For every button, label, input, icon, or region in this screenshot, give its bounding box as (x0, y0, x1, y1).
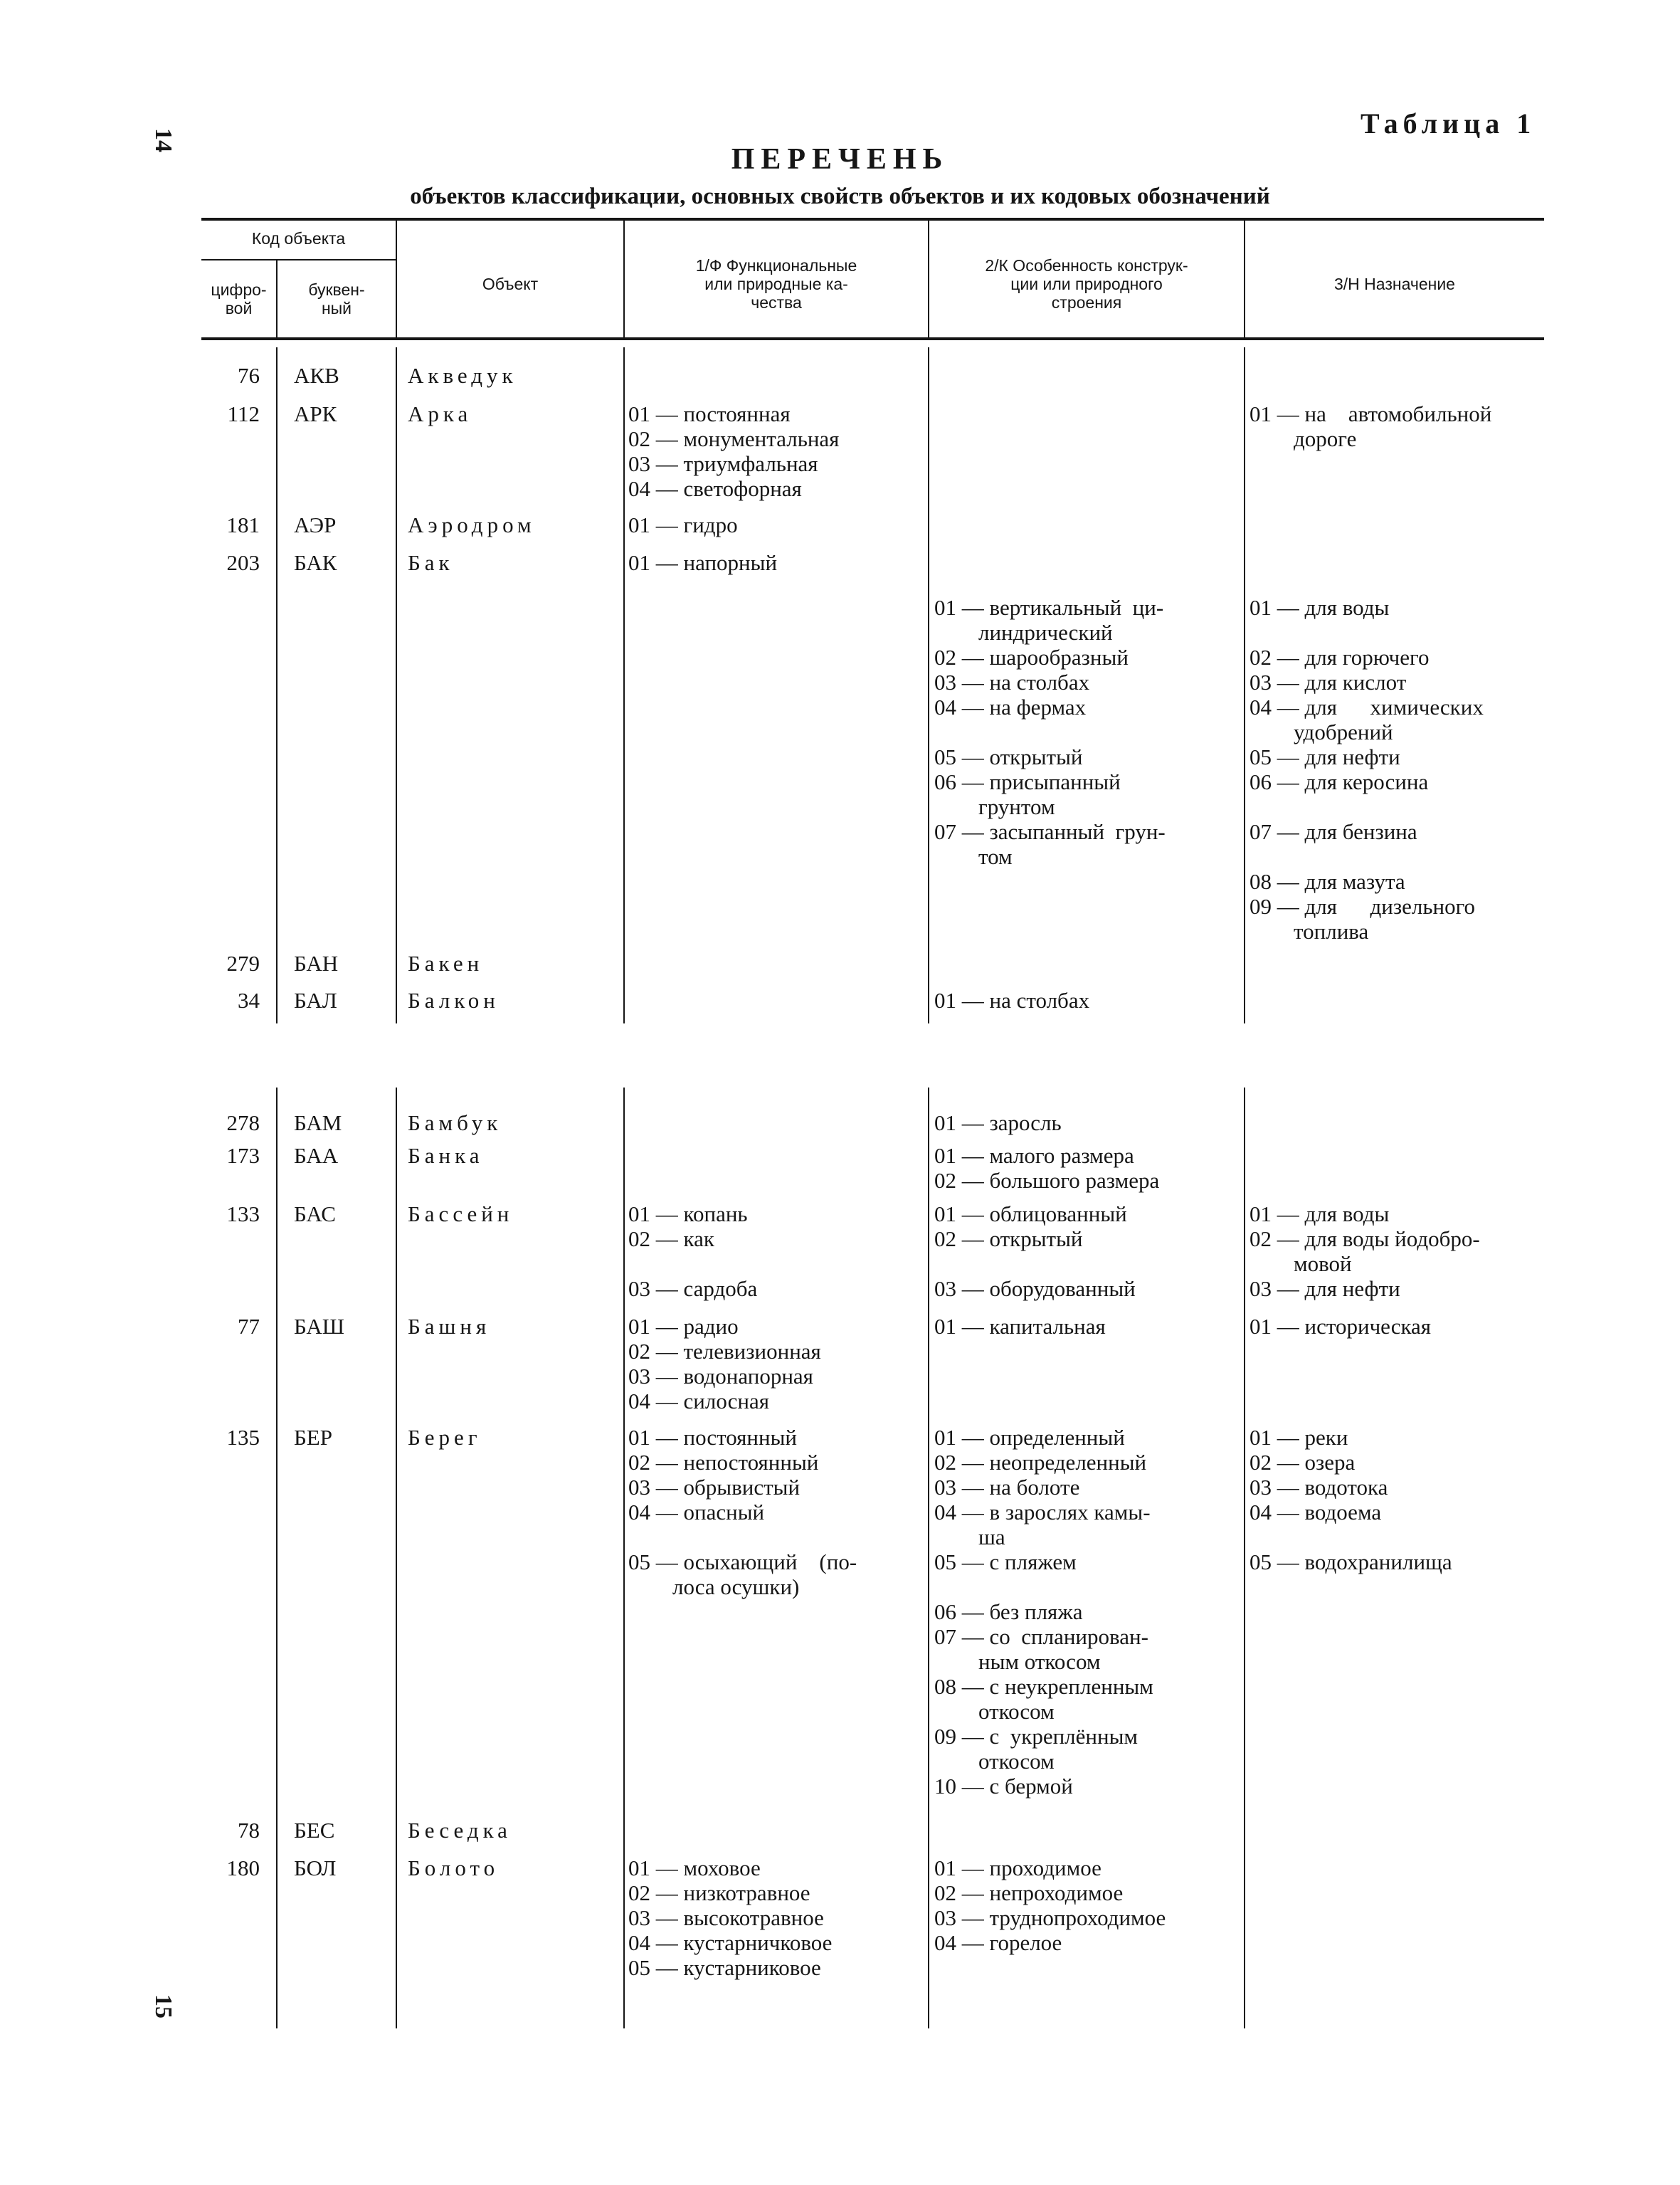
object-name: Бакен (408, 951, 484, 976)
value-line: том (934, 844, 1013, 869)
functional-values (628, 512, 738, 537)
column-divider (928, 347, 929, 1023)
construction-values (934, 1425, 1153, 1799)
value-line: 01 — реки (1250, 1425, 1348, 1450)
code-number: 278 (226, 1110, 260, 1135)
construction-values (934, 1855, 1166, 1955)
value-line: 02 — монументальная (628, 426, 840, 451)
value-line: 02 — шарообразный (934, 645, 1129, 670)
column-divider (396, 347, 397, 1023)
value-line: 04 — на фермах (934, 695, 1087, 720)
value-line: 05 — кустарниковое (628, 1955, 821, 1980)
value-line: 01 — для воды (1250, 595, 1390, 620)
value-line: топлива (1250, 919, 1369, 944)
page-number-right: 15 (150, 1994, 176, 2018)
purpose-values (1250, 1201, 1480, 1301)
value-line: ша (934, 1525, 1005, 1549)
value-line: 04 — горелое (934, 1930, 1062, 1955)
value-line: 02 — неопределенный (934, 1450, 1147, 1475)
object-name: Бамбук (408, 1110, 502, 1135)
purpose-values (1250, 401, 1491, 451)
value-line: 01 — для воды (1250, 1201, 1390, 1226)
construction-values (934, 1201, 1136, 1301)
value-line: грунтом (934, 794, 1055, 819)
value-line: 03 — высокотравное (628, 1905, 824, 1930)
value-line: 05 — водохранилища (1250, 1549, 1452, 1574)
code-abbreviation: БАШ (294, 1314, 345, 1339)
value-line: 04 — опасный (628, 1500, 765, 1525)
value-line: 09 — для дизельного (1250, 894, 1476, 919)
code-number: 135 (226, 1425, 260, 1450)
value-line (934, 1251, 1136, 1276)
code-number: 279 (226, 951, 260, 976)
value-line: 02 — открытый (934, 1226, 1083, 1251)
object-name: Бассейн (408, 1201, 514, 1226)
value-line: лоса осушки) (628, 1574, 800, 1599)
value-line: 01 — малого размера (934, 1143, 1134, 1168)
value-line: 01 — гидро (628, 512, 738, 537)
purpose-values (1250, 595, 1484, 944)
value-line: дороге (1250, 426, 1357, 451)
construction-values (934, 595, 1166, 869)
value-line (934, 1574, 1153, 1599)
column-divider (396, 1088, 397, 2028)
value-line: 07 — для бензина (1250, 819, 1417, 844)
value-line: 01 — постоянный (628, 1425, 798, 1450)
purpose-values (1250, 1314, 1431, 1339)
functional-values (628, 1425, 857, 1599)
object-name: Арка (408, 401, 472, 426)
functional-values (628, 1201, 757, 1301)
value-line: 04 — кустарничковое (628, 1930, 833, 1955)
value-line: 04 — в зарослях камы- (934, 1500, 1151, 1525)
functional-values (628, 401, 839, 501)
value-line: 01 — напорный (628, 550, 778, 575)
code-abbreviation: АРК (294, 401, 337, 426)
value-line: 01 — вертикальный ци- (934, 595, 1164, 620)
value-line: 07 — засыпанный грун- (934, 819, 1166, 844)
value-line (1250, 794, 1484, 819)
code-number: 133 (226, 1201, 260, 1226)
header-object: Объект (482, 275, 539, 293)
header-top-rule (201, 218, 1544, 221)
value-line: 01 — на автомобильной (1250, 401, 1492, 426)
value-line: 01 — радио (628, 1314, 739, 1339)
code-number: 203 (226, 550, 260, 575)
value-line: 03 — труднопроходимое (934, 1905, 1166, 1930)
header-code-group: Код объекта (251, 229, 346, 248)
header-functional: 1/Ф Функциональные или природные ка- чества (695, 256, 857, 312)
code-abbreviation: БОЛ (294, 1855, 337, 1880)
value-line: 03 — водотока (1250, 1475, 1388, 1500)
object-name: Банка (408, 1143, 484, 1168)
value-line: 06 — присыпанный (934, 769, 1121, 794)
page-title: ПЕРЕЧЕНЬ (731, 143, 949, 176)
code-group-rule (201, 259, 396, 260)
column-divider (623, 347, 625, 1023)
value-line: 04 — силосная (628, 1389, 769, 1413)
value-line: 01 — на столбах (934, 988, 1090, 1013)
construction-values (934, 1110, 1062, 1135)
value-line: 03 — для кислот (1250, 670, 1407, 695)
code-abbreviation: БАК (294, 550, 337, 575)
code-abbreviation: БАЛ (294, 988, 337, 1013)
page-number-left: 14 (150, 128, 176, 152)
value-line: 01 — копань (628, 1201, 748, 1226)
code-number: 77 (238, 1314, 260, 1339)
header-purpose: 3/Н Назначение (1334, 275, 1455, 293)
value-line: 05 — осыхающий (по- (628, 1549, 857, 1574)
value-line: 02 — непроходимое (934, 1880, 1124, 1905)
value-line: 01 — постоянная (628, 401, 791, 426)
code-abbreviation: БЕР (294, 1425, 332, 1450)
object-name: Акведук (408, 363, 517, 388)
value-line: 02 — непостоянный (628, 1450, 819, 1475)
construction-values (934, 1143, 1159, 1193)
value-line: 05 — с пляжем (934, 1549, 1077, 1574)
functional-values (628, 550, 777, 575)
code-number (201, 595, 260, 620)
value-line: 03 — для нефти (1250, 1276, 1400, 1301)
code-number: 34 (238, 988, 260, 1013)
object-name: Бак (408, 550, 454, 575)
code-number: 78 (238, 1818, 260, 1843)
value-line: 01 — облицованный (934, 1201, 1127, 1226)
value-line (934, 720, 1166, 744)
object-name: Башня (408, 1314, 491, 1339)
code-abbreviation: БЕС (294, 1818, 335, 1843)
header-construction: 2/К Особенность конструк- ции или природного строения (985, 256, 1188, 312)
construction-values (934, 1314, 1106, 1339)
value-line: 03 — обрывистый (628, 1475, 801, 1500)
value-line: ным откосом (934, 1649, 1101, 1674)
value-line: 02 — как (628, 1226, 714, 1251)
value-line: 01 — капитальная (934, 1314, 1106, 1339)
value-line: 04 — светофорная (628, 476, 802, 501)
value-line: 02 — для горючего (1250, 645, 1430, 670)
construction-values (934, 988, 1089, 1013)
value-line: 01 — моховое (628, 1855, 761, 1880)
column-divider (276, 1088, 278, 2028)
object-name: Балкон (408, 988, 500, 1013)
code-abbreviation: БАМ (294, 1110, 342, 1135)
value-line: 03 — на столбах (934, 670, 1090, 695)
value-line: 01 — заросль (934, 1110, 1062, 1135)
functional-values (628, 1314, 821, 1413)
value-line: мовой (1250, 1251, 1352, 1276)
code-number: 76 (238, 363, 260, 388)
value-line (1250, 1525, 1452, 1549)
code-abbreviation: БАС (294, 1201, 336, 1226)
value-line: 02 — телевизионная (628, 1339, 821, 1364)
object-name: Болото (408, 1855, 500, 1880)
value-line: 09 — с укреплённым (934, 1724, 1139, 1749)
value-line: 06 — для керосина (1250, 769, 1429, 794)
code-abbreviation: БАА (294, 1143, 339, 1168)
value-line: 01 — проходимое (934, 1855, 1101, 1880)
object-name: Берег (408, 1425, 482, 1450)
value-line: откосом (934, 1749, 1055, 1774)
value-line: 05 — открытый (934, 744, 1083, 769)
code-number: 181 (226, 512, 260, 537)
column-divider (623, 1088, 625, 2028)
value-line (1250, 844, 1484, 869)
functional-values (628, 1855, 832, 1980)
value-line: 02 — большого размера (934, 1168, 1160, 1193)
value-line: 01 — историческая (1250, 1314, 1432, 1339)
value-line: 07 — со спланирован- (934, 1624, 1148, 1649)
value-line: 08 — с неукрепленным (934, 1674, 1153, 1699)
value-line: 06 — без пляжа (934, 1599, 1083, 1624)
value-line: 08 — для мазута (1250, 869, 1405, 894)
object-name: Беседка (408, 1818, 512, 1843)
value-line: 02 — озера (1250, 1450, 1356, 1475)
value-line: 01 — определенный (934, 1425, 1125, 1450)
column-divider (1244, 1088, 1245, 2028)
code-number: 180 (226, 1855, 260, 1880)
value-line: линдрический (934, 620, 1113, 645)
table-label: Таблица 1 (1361, 107, 1536, 139)
code-abbreviation: АКВ (294, 363, 339, 388)
code-abbreviation (294, 595, 300, 620)
value-line: 03 — оборудованный (934, 1276, 1136, 1301)
column-divider (276, 347, 278, 1023)
value-line: 04 — водоема (1250, 1500, 1382, 1525)
value-line (1250, 620, 1484, 645)
value-line: 05 — для нефти (1250, 744, 1400, 769)
value-line: 03 — триумфальная (628, 451, 818, 476)
code-number: 112 (227, 401, 260, 426)
value-line (628, 1525, 857, 1549)
value-line: 03 — водонапорная (628, 1364, 813, 1389)
purpose-values (1250, 1425, 1452, 1574)
column-divider (1244, 347, 1245, 1023)
object-name: Аэродром (408, 512, 536, 537)
value-line: откосом (934, 1699, 1055, 1724)
page-subtitle: объектов классификации, основных свойств объектов и их кодовых обозначений (410, 184, 1270, 209)
value-line: 10 — с бермой (934, 1774, 1073, 1799)
header-bottom-rule (201, 337, 1544, 340)
code-number: 173 (226, 1143, 260, 1168)
value-line: удобрений (1250, 720, 1393, 744)
header-code-num: цифро- вой (211, 280, 267, 317)
value-line (628, 1251, 757, 1276)
object-name (408, 595, 418, 620)
code-abbreviation: АЭР (294, 512, 337, 537)
value-line: 03 — на болоте (934, 1475, 1080, 1500)
code-abbreviation: БАН (294, 951, 339, 976)
value-line: 02 — низкотравное (628, 1880, 810, 1905)
value-line: 04 — для химических (1250, 695, 1484, 720)
column-divider (928, 1088, 929, 2028)
value-line: 03 — сардоба (628, 1276, 758, 1301)
value-line: 02 — для воды йодобро- (1250, 1226, 1480, 1251)
header-code-abbr: буквен- ный (308, 280, 365, 317)
